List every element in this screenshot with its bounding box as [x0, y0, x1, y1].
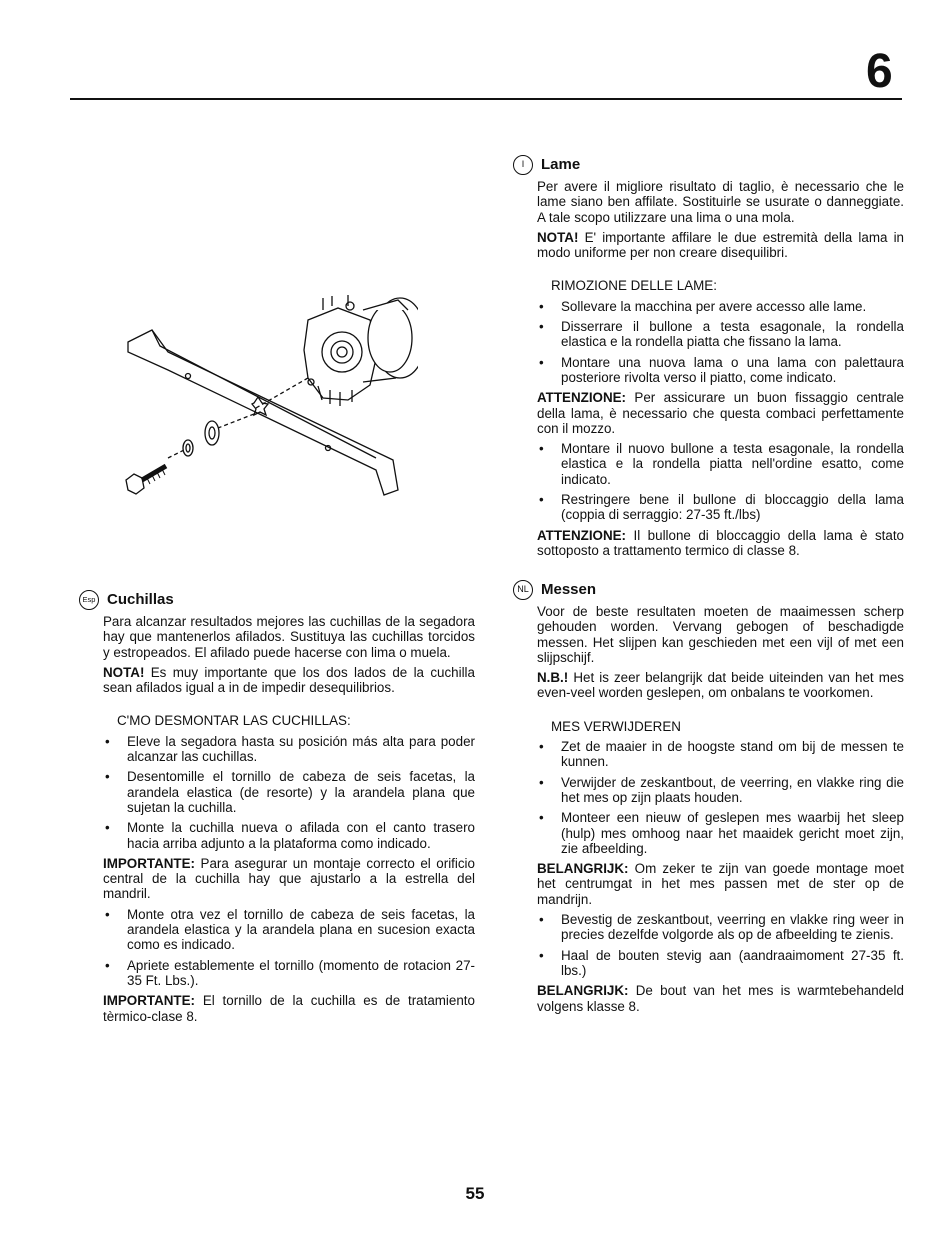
list-item: • Eleve la segadora hasta su posición más alta para poder alcanzar las cuchillas.	[103, 734, 475, 765]
note-label: N.B.!	[537, 670, 569, 686]
note-text: Es muy importante que los dos lados de la cuchilla sean afilados igual a in de impedir desequilibrios.	[103, 664, 475, 696]
note-label: NOTA!	[103, 664, 145, 680]
note-paragraph	[537, 670, 904, 701]
section-italian	[521, 155, 904, 563]
important-label: IMPORTANTE:	[103, 855, 195, 871]
list-item: • Haal de bouten stevig aan (aandraaimoment 27-35 ft. lbs.)	[537, 948, 904, 979]
section-heading-dutch	[517, 580, 904, 600]
list-item: • Desentomille el tornillo de cabeza de seis facetas, la arandela elastica (de resorte) y la arandela plana que sujetan la cuchilla.	[103, 769, 475, 815]
section-dutch	[517, 580, 904, 1019]
intro-paragraph: Voor de beste resultaten moeten de maaimessen scherp gehouden worden. Vervang gebogen of beschadigde messen. Het slijpen kan geschieden met een vijl of met een slijpschijf.	[537, 604, 904, 665]
list-item: • Zet de maaier in de hoogste stand om bij de messen te kunnen.	[537, 739, 904, 770]
steps-list	[537, 441, 904, 522]
subheading: C'MO DESMONTAR LAS CUCHILLAS:	[117, 713, 351, 729]
subheading: MES VERWIJDEREN	[551, 718, 681, 734]
important-paragraph	[537, 861, 904, 907]
warning-paragraph	[537, 528, 904, 559]
warning-text: Per assicurare un buon fissaggio centrale della lama, è necessario che questa combaci perfettamente con il mozzo.	[537, 390, 904, 436]
list-item: • Montare il nuovo bullone a testa esagonale, la rondella elastica e la rondella piatta nell'ordine esatto, come indicato.	[537, 441, 904, 487]
language-flag-icon: I	[513, 155, 533, 175]
list-item: • Bevestig de zeskantbout, veerring en vlakke ring weer in precies dezelfde volgorde als op de afbeelding te zienis.	[537, 912, 904, 943]
warning-label: ATTENZIONE:	[537, 390, 627, 406]
important-text: Para asegurar un montaje correcto el orificio central de la cuchilla hay que ajustarlo a la estrella del mandril.	[103, 855, 475, 902]
important-paragraph	[537, 983, 904, 1014]
warning-label: ATTENZIONE:	[537, 527, 627, 543]
warning-paragraph	[537, 390, 904, 436]
list-item: • Disserrare il bullone a testa esagonale, la rondella elastica e la rondella piatta che fissano la lama.	[537, 319, 904, 350]
list-item: • Apriete establemente el tornillo (momento de rotacion 27-35 Ft. Lbs.).	[103, 958, 475, 989]
intro-paragraph: Per avere il migliore risultato di taglio, è necessario che le lame siano ben affilate. Sostituirle se usurate o danneggiate. A tale scopo utilizzare una lima o una mola.	[537, 179, 904, 225]
section-heading-spanish	[82, 590, 475, 610]
steps-list	[537, 912, 904, 978]
important-label: BELANGRIJK:	[537, 983, 629, 999]
list-item: • Sollevare la macchina per avere accesso alle lame.	[537, 299, 904, 314]
list-item: • Verwijder de zeskantbout, de veerring, en vlakke ring die het mes op zijn plaats houden.	[537, 775, 904, 806]
subheading: RIMOZIONE DELLE LAME:	[551, 278, 717, 294]
blade-assembly-illustration	[108, 290, 418, 505]
steps-list	[103, 907, 475, 988]
important-label: BELANGRIJK:	[537, 861, 629, 877]
note-paragraph	[103, 665, 475, 696]
section-title: Cuchillas	[107, 591, 174, 609]
important-label: IMPORTANTE:	[103, 993, 195, 1009]
list-item: • Restringere bene il bullone di bloccaggio della lama (coppia di serraggio: 27-35 ft./lbs)	[537, 492, 904, 523]
important-paragraph	[103, 993, 475, 1024]
steps-list	[103, 734, 475, 851]
note-label: NOTA!	[537, 229, 579, 245]
list-item: • Monte otra vez el tornillo de cabeza de seis facetas, la arandela elastica y la arandela plana en sucesion exacta como es indicado.	[103, 907, 475, 953]
important-text: Om zeker te zijn van goede montage moet het centrumgat in het mes passen met de ster op de mandrijn.	[537, 861, 904, 907]
steps-list	[537, 739, 904, 856]
note-text: Het is zeer belangrijk dat beide uiteinden van het mes even-veel worden geslepen, om onbalans te voorkomen.	[537, 670, 904, 701]
language-flag-icon: NL	[513, 580, 533, 600]
important-text: El tornillo de la cuchilla es de tratamiento tèrmico-clase 8.	[103, 993, 475, 1024]
section-title: Lame	[541, 156, 581, 174]
steps-list	[537, 299, 904, 385]
language-flag-icon: Esp	[79, 590, 99, 610]
list-item: • Monte la cuchilla nueva o afilada con el canto trasero hacia arriba adjunto a la plataforma como indicado.	[103, 820, 475, 851]
note-paragraph	[537, 230, 904, 261]
intro-paragraph: Para alcanzar resultados mejores las cuchillas de la segadora hay que mantenerlos afilados. Sustituya las cuchillas torcidos y estropeados. El afilado puede hacerse con lima o muela.	[103, 614, 475, 660]
page-number: 55	[465, 1184, 485, 1203]
section-heading-italian	[521, 155, 904, 175]
section-title: Messen	[541, 581, 597, 599]
warning-text: Il bullone di bloccaggio della lama è stato sottoposto a trattamento termico di classe 8.	[537, 527, 904, 558]
header-rule	[70, 98, 902, 100]
important-paragraph	[103, 856, 475, 902]
section-spanish	[82, 590, 475, 1029]
chapter-number: 6	[866, 45, 893, 98]
list-item: • Monteer een nieuw of geslepen mes waarbij het sleep (hulp) mes omhoog naar het maaidek gericht moet zijn, zie afbeelding.	[537, 810, 904, 856]
important-text: De bout van het mes is warmtebehandeld volgens klasse 8.	[537, 983, 904, 1014]
note-text: E' importante affilare le due estremità della lama in modo uniforme per non creare disequilibri.	[537, 229, 904, 261]
list-item: • Montare una nuova lama o una lama con palettaura posteriore rivolta verso il piatto, come indicato.	[537, 355, 904, 386]
